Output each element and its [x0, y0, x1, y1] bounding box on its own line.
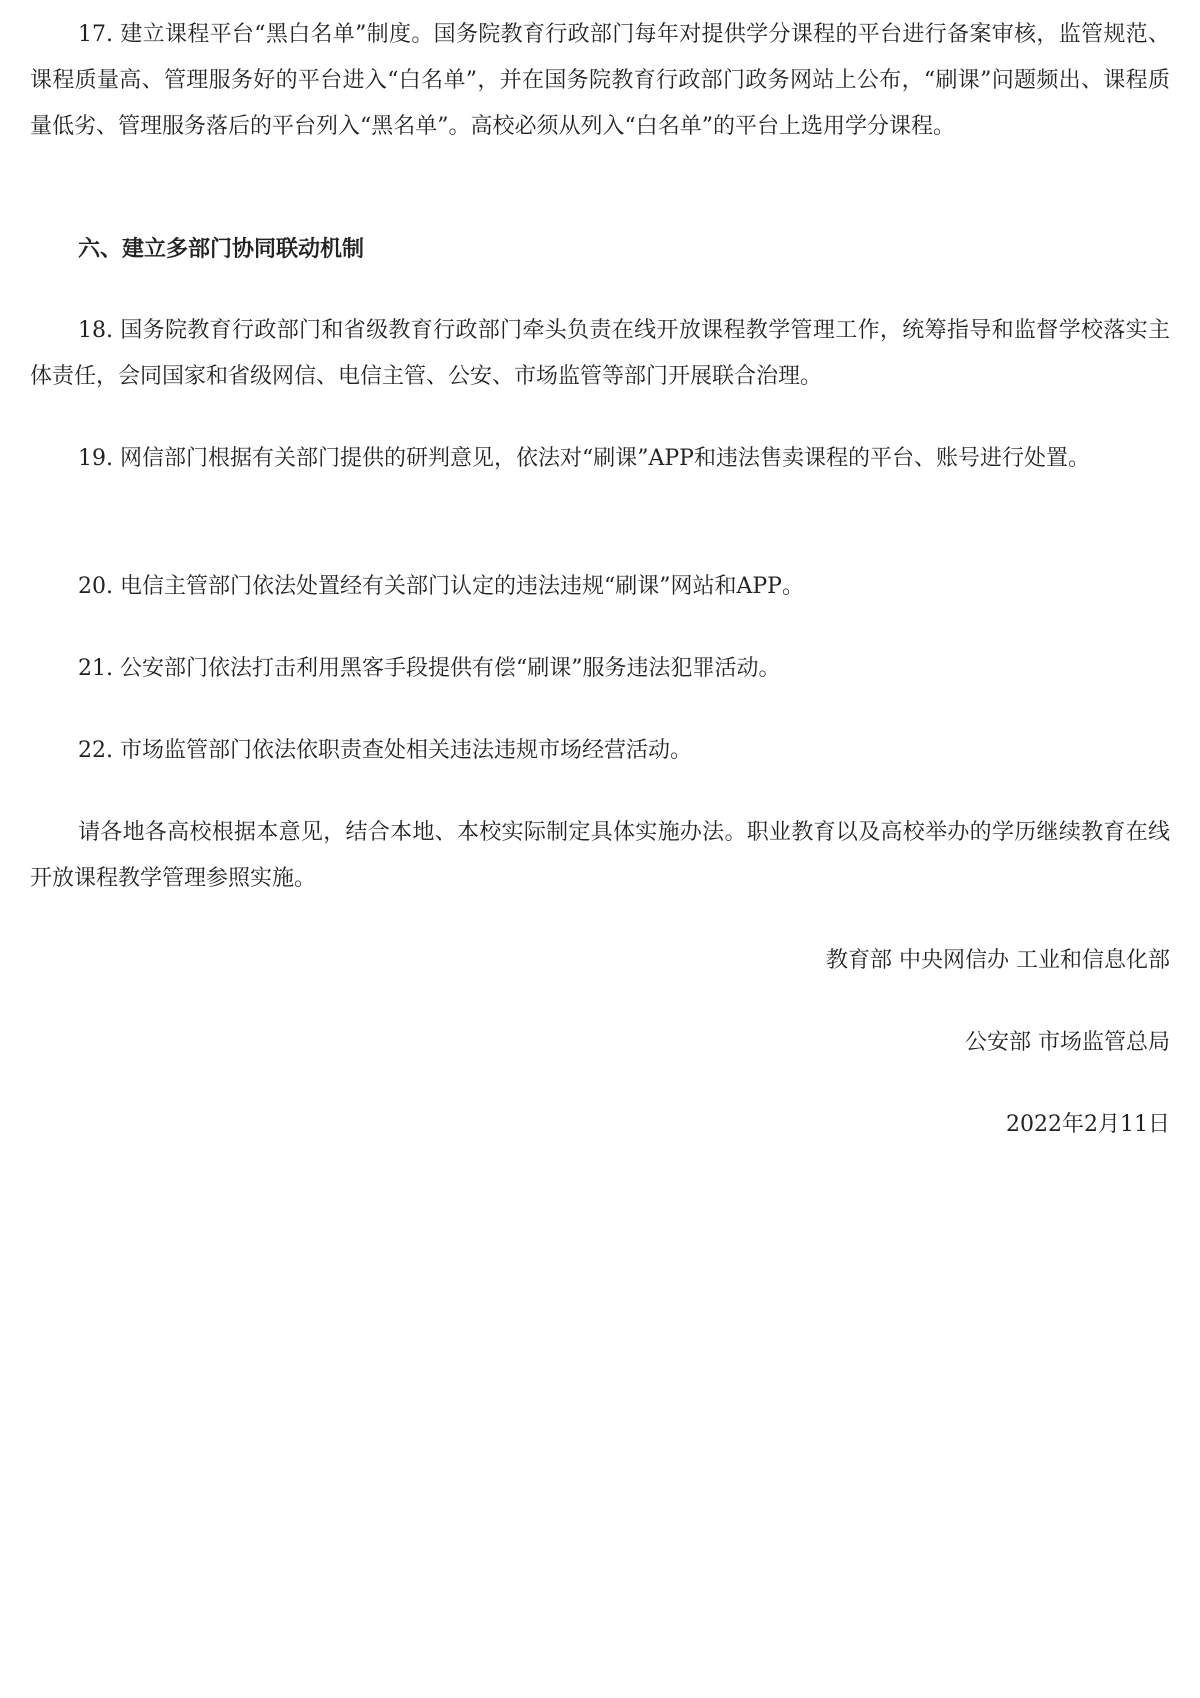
paragraph-19: 19. 网信部门根据有关部门提供的研判意见，依法对“刷课”APP和违法售卖课程的平台、账号进行处置。 [78, 446, 1090, 471]
paragraph-18: 18. 国务院教育行政部门和省级教育行政部门牵头负责在线开放课程教学管理工作，统筹指导和监督学校落实主体责任，会同国家和省级网信、电信主管、公安、市场监管等部门开展联合治理。 [30, 318, 1170, 389]
closing-paragraph: 请各地各高校根据本意见，结合本地、本校实际制定具体实施办法。职业教育以及高校举办的学历继续教育在线开放课程教学管理参照实施。 [30, 820, 1170, 891]
paragraph-22: 22. 市场监管部门依法依职责查处相关违法违规市场经营活动。 [78, 738, 692, 763]
signatory-line-1: 教育部 中央网信办 工业和信息化部 [826, 948, 1170, 973]
section-heading-6: 六、建立多部门协同联动机制 [78, 236, 365, 262]
signature-date: 2022年2月11日 [1006, 1112, 1170, 1137]
paragraph-17: 17. 建立课程平台“黑白名单”制度。国务院教育行政部门每年对提供学分课程的平台进行备案审核，监管规范、课程质量高、管理服务好的平台进入“白名单”，并在国务院教育行政部门政务网站上公布，“刷课”问题频出、课程质量低劣、管理服务落后的平台列入“黑名单”。高校必须从列入“白名单”的平台上选用学分课程。 [30, 22, 1170, 139]
paragraph-20: 20. 电信主管部门依法处置经有关部门认定的违法违规“刷课”网站和APP。 [78, 574, 804, 599]
signatory-line-2: 公安部 市场监管总局 [965, 1030, 1170, 1055]
paragraph-21: 21. 公安部门依法打击利用黑客手段提供有偿“刷课”服务违法犯罪活动。 [78, 656, 781, 681]
